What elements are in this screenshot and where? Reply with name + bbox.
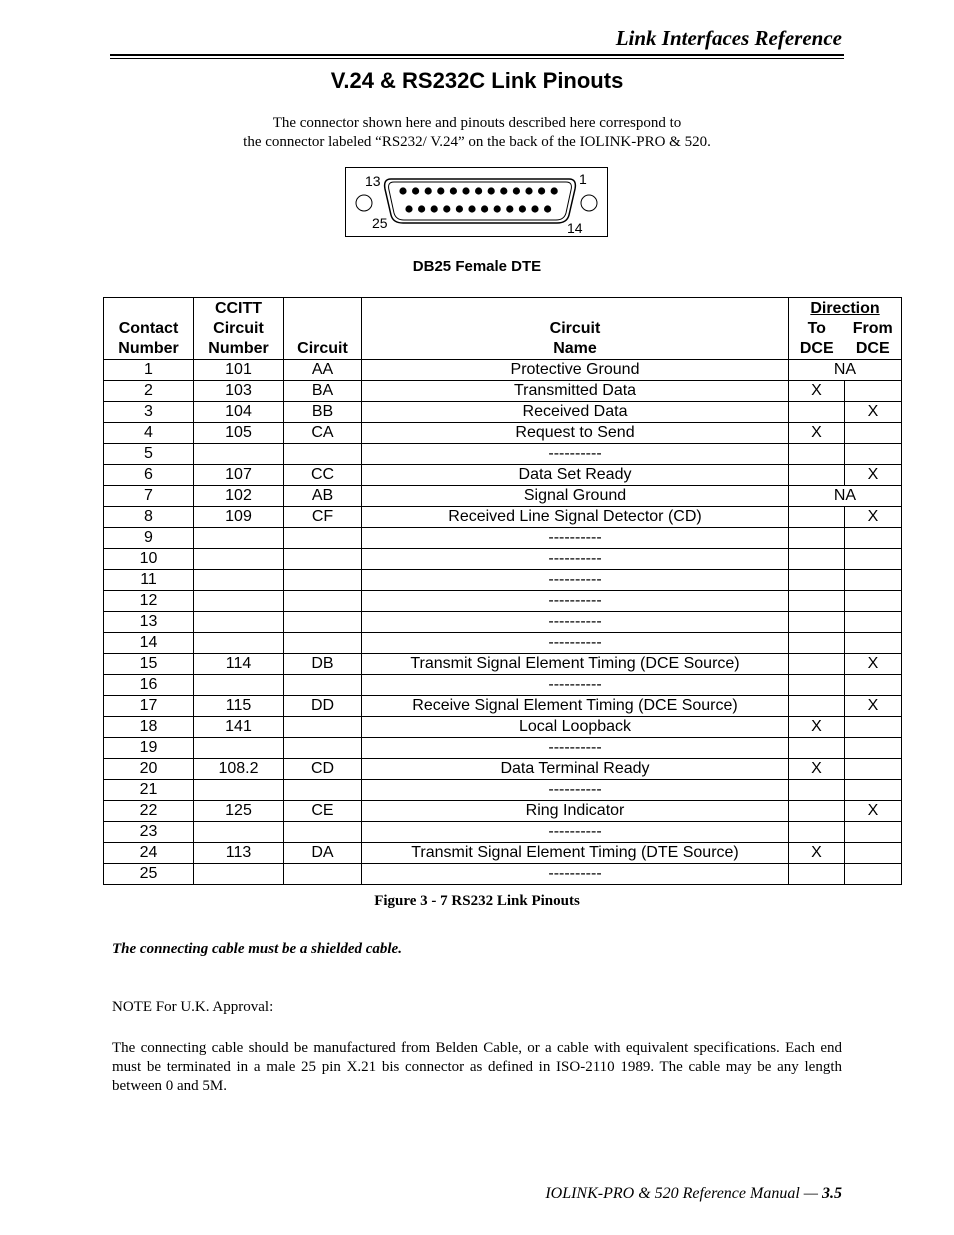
cell-ccitt-number: 113: [194, 843, 284, 864]
cell-circuit-name: ----------: [362, 612, 789, 633]
page-title: V.24 & RS232C Link Pinouts: [330, 68, 624, 93]
cell-contact-number: 25: [104, 864, 194, 885]
cell-circuit-name: Signal Ground: [362, 486, 789, 507]
cell-ccitt-number: [194, 444, 284, 465]
cell-from-dce: [845, 381, 902, 402]
header-circuit-name: Circuit Name: [362, 298, 789, 360]
cell-to-dce: [789, 822, 845, 843]
cell-to-dce: [789, 402, 845, 423]
cell-contact-number: 4: [104, 423, 194, 444]
table-row: [104, 759, 902, 780]
footer-page-number: 3.5: [822, 1185, 842, 1202]
cell-circuit: [284, 717, 362, 738]
cell-to-dce: [789, 696, 845, 717]
db25-connector-diagram: [345, 167, 608, 237]
table-row: [104, 486, 902, 507]
header-rule: [110, 54, 844, 56]
cell-circuit: DD: [284, 696, 362, 717]
cell-ccitt-number: 108.2: [194, 759, 284, 780]
pin-bottom-21: [456, 205, 463, 212]
cell-circuit: CC: [284, 465, 362, 486]
table-row: [104, 696, 902, 717]
cell-circuit: DA: [284, 843, 362, 864]
cell-circuit-name: ----------: [362, 591, 789, 612]
cell-ccitt-number: [194, 822, 284, 843]
pin-bottom-18: [494, 205, 501, 212]
pin-bottom-23: [431, 205, 438, 212]
cell-ccitt-number: 109: [194, 507, 284, 528]
cell-from-dce: [845, 675, 902, 696]
table-row: [104, 738, 902, 759]
pin-top-10: [437, 187, 444, 194]
pin-bottom-15: [531, 205, 538, 212]
cell-circuit-name: Receive Signal Element Timing (DCE Source): [362, 696, 789, 717]
uk-approval-note: NOTE For U.K. Approval:: [112, 999, 274, 1015]
cell-to-dce: [789, 675, 845, 696]
cell-to-dce: [789, 801, 845, 822]
cell-circuit-name: ----------: [362, 738, 789, 759]
cell-to-dce: [789, 654, 845, 675]
cell-from-dce: [845, 570, 902, 591]
cell-to-dce: X: [789, 423, 845, 444]
pin-top-4: [513, 187, 520, 194]
cell-contact-number: 7: [104, 486, 194, 507]
cell-ccitt-number: [194, 864, 284, 885]
cell-circuit: [284, 549, 362, 570]
cell-circuit: [284, 444, 362, 465]
cell-contact-number: 12: [104, 591, 194, 612]
cell-from-dce: [845, 822, 902, 843]
cell-circuit-name: Received Data: [362, 402, 789, 423]
cell-contact-number: 10: [104, 549, 194, 570]
pin-top-6: [488, 187, 495, 194]
cell-to-dce: X: [789, 381, 845, 402]
cell-circuit-name: Transmit Signal Element Timing (DTE Source): [362, 843, 789, 864]
table-row: [104, 654, 902, 675]
cell-circuit: [284, 570, 362, 591]
cell-contact-number: 8: [104, 507, 194, 528]
header-to-dce: To DCE: [789, 319, 845, 360]
intro-text: [0, 114, 954, 152]
header-direction: Direction: [789, 298, 902, 320]
table-row: [104, 360, 902, 381]
table-row: [104, 780, 902, 801]
cell-circuit-name: Received Line Signal Detector (CD): [362, 507, 789, 528]
cell-contact-number: 14: [104, 633, 194, 654]
pin-top-5: [500, 187, 507, 194]
cell-contact-number: 18: [104, 717, 194, 738]
cell-contact-number: 13: [104, 612, 194, 633]
cell-circuit-name: ----------: [362, 528, 789, 549]
cell-contact-number: 9: [104, 528, 194, 549]
cell-ccitt-number: 115: [194, 696, 284, 717]
cell-ccitt-number: 101: [194, 360, 284, 381]
cell-from-dce: X: [845, 465, 902, 486]
pin-bottom-25: [405, 205, 412, 212]
cell-circuit-name: ----------: [362, 864, 789, 885]
cell-to-dce: [789, 465, 845, 486]
cell-from-dce: [845, 591, 902, 612]
shielded-cable-note: The connecting cable must be a shielded cable.: [112, 941, 402, 957]
cell-from-dce: [845, 549, 902, 570]
table-row: [104, 423, 902, 444]
pin-top-13: [399, 187, 406, 194]
cell-ccitt-number: 141: [194, 717, 284, 738]
cell-circuit-name: Local Loopback: [362, 717, 789, 738]
cell-contact-number: 15: [104, 654, 194, 675]
cell-ccitt-number: 107: [194, 465, 284, 486]
pin-top-9: [450, 187, 457, 194]
pin-label-1: 1: [579, 171, 587, 187]
cell-ccitt-number: 103: [194, 381, 284, 402]
table-header-row: [104, 298, 902, 320]
cell-direction-na: NA: [789, 486, 902, 507]
cell-to-dce: [789, 780, 845, 801]
cell-ccitt-number: 125: [194, 801, 284, 822]
cell-circuit: [284, 822, 362, 843]
page-header-title: Link Interfaces Reference: [615, 26, 842, 50]
cell-circuit: [284, 780, 362, 801]
cell-circuit: CA: [284, 423, 362, 444]
cell-from-dce: [845, 780, 902, 801]
page-footer: [545, 1185, 842, 1203]
cell-circuit-name: ----------: [362, 822, 789, 843]
pin-top-2: [538, 187, 545, 194]
cell-ccitt-number: [194, 738, 284, 759]
pin-top-1: [551, 187, 558, 194]
cell-to-dce: [789, 444, 845, 465]
table-row: [104, 402, 902, 423]
connector-shell: [385, 179, 576, 223]
cell-circuit-name: Data Terminal Ready: [362, 759, 789, 780]
cell-contact-number: 22: [104, 801, 194, 822]
cell-contact-number: 17: [104, 696, 194, 717]
cell-from-dce: [845, 738, 902, 759]
cell-contact-number: 21: [104, 780, 194, 801]
pin-label-13: 13: [365, 173, 381, 189]
cell-from-dce: [845, 612, 902, 633]
cell-circuit-name: Data Set Ready: [362, 465, 789, 486]
table-row: [104, 801, 902, 822]
cell-from-dce: X: [845, 402, 902, 423]
pin-bottom-14: [544, 205, 551, 212]
header-circuit: Circuit: [284, 298, 362, 360]
cell-ccitt-number: [194, 528, 284, 549]
cell-circuit: CE: [284, 801, 362, 822]
pin-top-12: [412, 187, 419, 194]
cell-contact-number: 6: [104, 465, 194, 486]
cell-circuit-name: Transmitted Data: [362, 381, 789, 402]
pin-top-8: [462, 187, 469, 194]
cell-circuit: AB: [284, 486, 362, 507]
table-row: [104, 612, 902, 633]
cell-circuit: AA: [284, 360, 362, 381]
table-row: [104, 444, 902, 465]
cell-circuit: [284, 633, 362, 654]
cell-contact-number: 3: [104, 402, 194, 423]
cell-circuit-name: ----------: [362, 549, 789, 570]
pinout-table: [103, 297, 902, 885]
cell-circuit: [284, 675, 362, 696]
cell-contact-number: 2: [104, 381, 194, 402]
table-row: [104, 675, 902, 696]
pin-bottom-19: [481, 205, 488, 212]
cell-to-dce: [789, 570, 845, 591]
cell-circuit-name: ----------: [362, 444, 789, 465]
cell-circuit-name: Protective Ground: [362, 360, 789, 381]
header-ccitt-circuit-number: CCITT Circuit Number: [194, 298, 284, 360]
cell-from-dce: [845, 423, 902, 444]
cell-from-dce: X: [845, 696, 902, 717]
cell-from-dce: [845, 633, 902, 654]
cell-ccitt-number: 114: [194, 654, 284, 675]
cell-from-dce: [845, 864, 902, 885]
cell-to-dce: X: [789, 717, 845, 738]
header-from-dce: From DCE: [845, 319, 902, 360]
cell-circuit: DB: [284, 654, 362, 675]
cell-circuit: [284, 612, 362, 633]
cell-ccitt-number: [194, 675, 284, 696]
pin-top-7: [475, 187, 482, 194]
header-contact-number: Contact Number: [104, 298, 194, 360]
cell-ccitt-number: [194, 633, 284, 654]
cell-circuit-name: ----------: [362, 633, 789, 654]
pin-top-11: [425, 187, 432, 194]
table-row: [104, 717, 902, 738]
cell-contact-number: 19: [104, 738, 194, 759]
footer-manual-title: IOLINK-PRO & 520 Reference Manual —: [545, 1185, 818, 1202]
cell-to-dce: [789, 612, 845, 633]
cell-circuit: CD: [284, 759, 362, 780]
pin-label-25: 25: [372, 215, 388, 231]
cell-to-dce: [789, 549, 845, 570]
pin-bottom-24: [418, 205, 425, 212]
cell-ccitt-number: [194, 570, 284, 591]
table-row: [104, 864, 902, 885]
table-row: [104, 822, 902, 843]
pin-bottom-20: [468, 205, 475, 212]
cell-ccitt-number: [194, 549, 284, 570]
pin-bottom-17: [506, 205, 513, 212]
pin-label-14: 14: [567, 220, 583, 236]
cell-from-dce: X: [845, 507, 902, 528]
cell-circuit-name: ----------: [362, 570, 789, 591]
cell-to-dce: X: [789, 759, 845, 780]
cell-ccitt-number: [194, 612, 284, 633]
cell-to-dce: [789, 507, 845, 528]
mounting-hole-right: [581, 195, 597, 211]
table-row: [104, 843, 902, 864]
pin-top-3: [525, 187, 532, 194]
connector-caption: DB25 Female DTE: [412, 258, 542, 275]
header-rule-thin: [110, 58, 844, 59]
cell-contact-number: 24: [104, 843, 194, 864]
cable-spec-paragraph: The connecting cable should be manufactured from Belden Cable, or a cable with equivalent specifications. Each end must be terminated in a male 25 pin X.21 bis connector as defined in ISO-2110 1989. The cable may be any length between 0 and 5M.: [112, 1040, 842, 1094]
cell-ccitt-number: 102: [194, 486, 284, 507]
cell-circuit-name: Transmit Signal Element Timing (DCE Source): [362, 654, 789, 675]
cell-to-dce: [789, 864, 845, 885]
cell-from-dce: X: [845, 801, 902, 822]
cell-to-dce: [789, 738, 845, 759]
cell-ccitt-number: 104: [194, 402, 284, 423]
intro-line-2: the connector labeled “RS232/ V.24” on the back of the IOLINK-PRO & 520.: [243, 134, 711, 150]
cell-from-dce: [845, 843, 902, 864]
cell-from-dce: [845, 528, 902, 549]
table-row: [104, 549, 902, 570]
cell-circuit-name: ----------: [362, 780, 789, 801]
table-row: [104, 570, 902, 591]
cell-circuit: BA: [284, 381, 362, 402]
cell-contact-number: 16: [104, 675, 194, 696]
cell-circuit: BB: [284, 402, 362, 423]
cell-contact-number: 20: [104, 759, 194, 780]
pin-bottom-16: [519, 205, 526, 212]
cell-from-dce: [845, 444, 902, 465]
cell-to-dce: [789, 591, 845, 612]
cell-to-dce: [789, 528, 845, 549]
cell-circuit-name: Request to Send: [362, 423, 789, 444]
cell-contact-number: 11: [104, 570, 194, 591]
cell-ccitt-number: [194, 591, 284, 612]
table-row: [104, 507, 902, 528]
cell-circuit-name: Ring Indicator: [362, 801, 789, 822]
cell-contact-number: 5: [104, 444, 194, 465]
cell-circuit-name: ----------: [362, 675, 789, 696]
cell-circuit: [284, 528, 362, 549]
figure-caption: Figure 3 - 7 RS232 Link Pinouts: [374, 893, 580, 909]
table-row: [104, 465, 902, 486]
table-row: [104, 591, 902, 612]
cell-ccitt-number: [194, 780, 284, 801]
cell-to-dce: X: [789, 843, 845, 864]
cell-circuit: [284, 864, 362, 885]
table-row: [104, 381, 902, 402]
cell-contact-number: 1: [104, 360, 194, 381]
cell-from-dce: [845, 759, 902, 780]
cell-circuit: [284, 591, 362, 612]
cell-contact-number: 23: [104, 822, 194, 843]
cell-ccitt-number: 105: [194, 423, 284, 444]
cell-to-dce: [789, 633, 845, 654]
cell-circuit: CF: [284, 507, 362, 528]
table-row: [104, 528, 902, 549]
cell-direction-na: NA: [789, 360, 902, 381]
intro-line-1: The connector shown here and pinouts described here correspond to: [272, 115, 682, 131]
cell-from-dce: X: [845, 654, 902, 675]
pin-bottom-22: [443, 205, 450, 212]
cell-circuit: [284, 738, 362, 759]
mounting-hole-left: [356, 195, 372, 211]
cell-from-dce: [845, 717, 902, 738]
table-row: [104, 633, 902, 654]
